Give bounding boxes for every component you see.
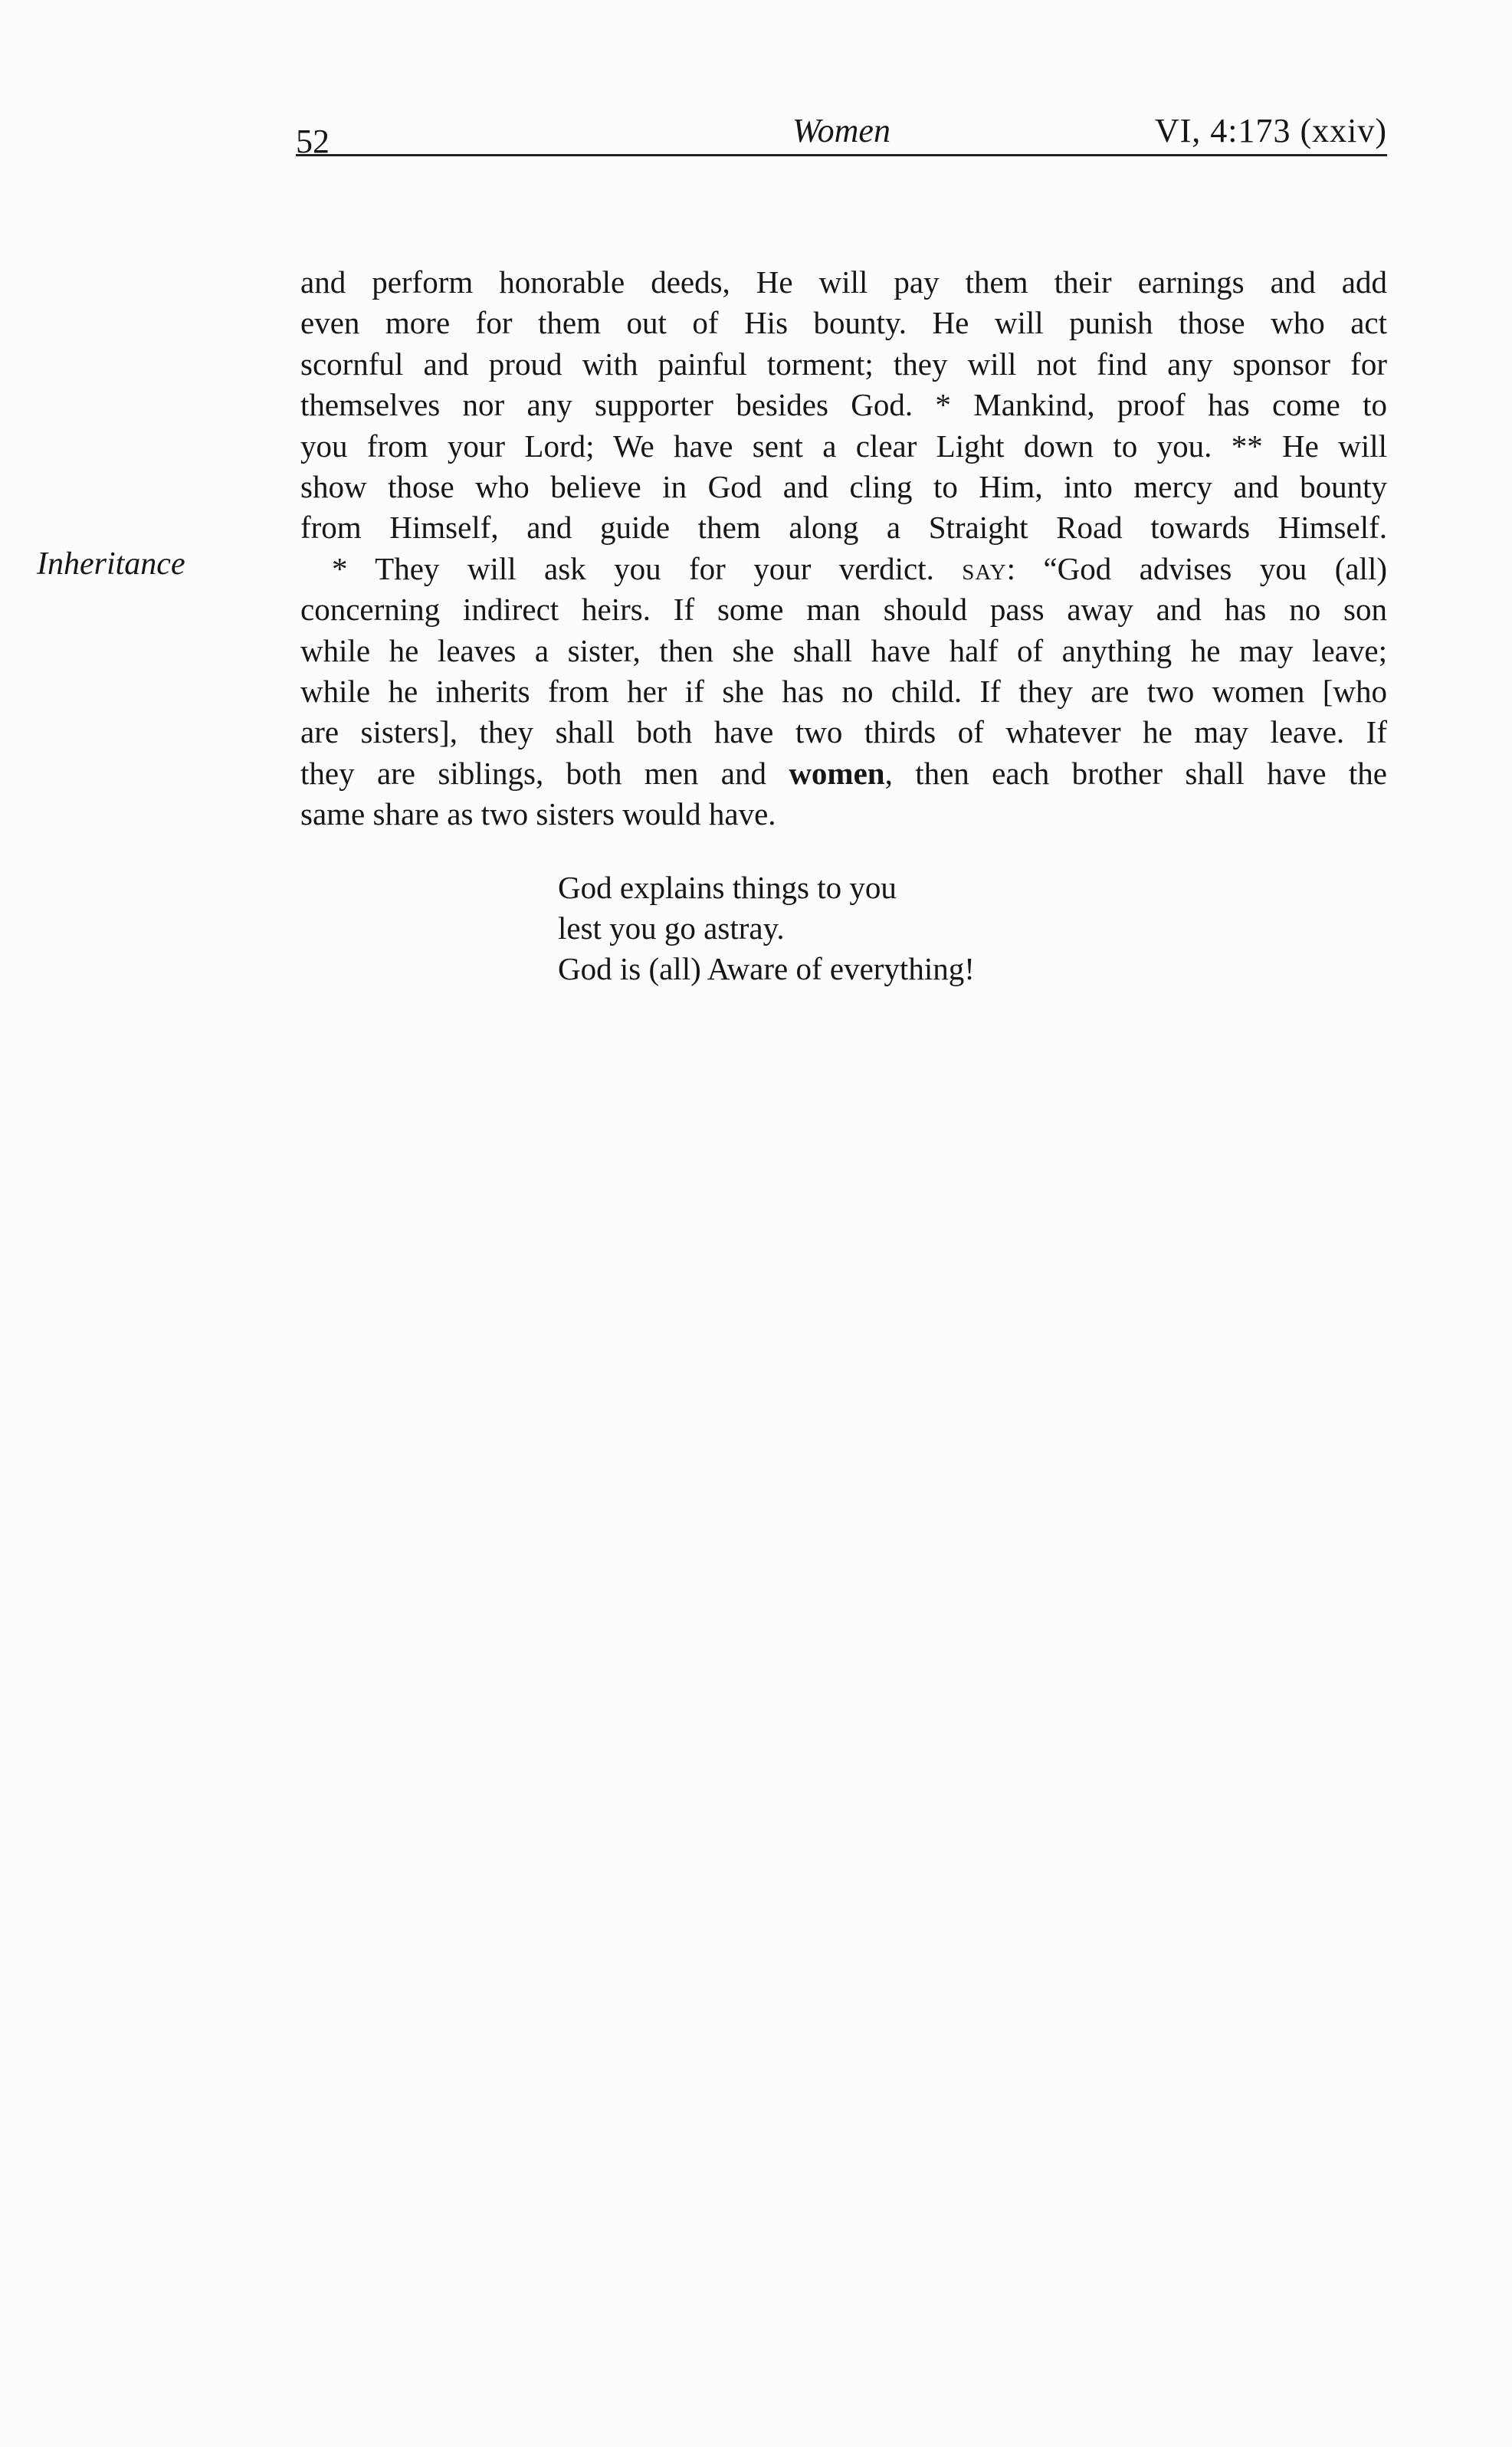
text-line: you from your Lord; We have sent a clear Light down to you. ** He will — [300, 428, 1387, 464]
text-line: and perform honorable deeds, He will pay them their earnings and add — [300, 264, 1387, 300]
text-line: concerning indirect heirs. If some man should pass away and has no son — [300, 592, 1387, 628]
chapter-verse-reference: VI, 4:173 (xxiv) — [1154, 112, 1387, 149]
text-line: while he inherits from her if she has no child. If they are two women [who — [300, 673, 1387, 709]
text-fragment: , then each brother shall have the — [884, 755, 1388, 791]
text-fragment: : “God advises you (all) — [1006, 550, 1387, 586]
text-line: show those who believe in God and cling to Him, into mercy and bounty — [300, 468, 1387, 504]
text-line: same share as two sisters would have. — [300, 796, 776, 832]
running-title: Women — [792, 112, 890, 149]
verse-line: lest you go astray. — [558, 910, 785, 946]
page-number: 52 — [296, 123, 330, 160]
text-line: even more for them out of His bounty. He will punish those who act — [300, 305, 1387, 341]
margin-note: Inheritance — [37, 546, 185, 582]
verse-line: God explains things to you — [558, 870, 897, 905]
verse-line: God is (all) Aware of everything! — [558, 951, 975, 986]
text-line: themselves nor any supporter besides God. * Mankind, proof has come to — [300, 387, 1387, 423]
say-small-caps: SAY — [962, 559, 1007, 585]
bold-women: women — [789, 755, 885, 791]
header-rule — [296, 154, 1387, 156]
text-line-siblings — [300, 753, 1387, 794]
text-fragment: they are siblings, both men and — [300, 755, 789, 791]
closing-verse — [558, 868, 975, 989]
text-line: while he leaves a sister, then she shall have half of anything he may leave; — [300, 632, 1387, 668]
text-line-verdict — [300, 549, 1387, 589]
text-line: from Himself, and guide them along a Straight Road towards Himself. — [300, 510, 1387, 546]
text-fragment: * They will ask you for your verdict. — [332, 550, 963, 586]
text-line: scornful and proud with painful torment; they will not find any sponsor for — [300, 346, 1387, 382]
page-header — [296, 107, 1387, 160]
body-text — [300, 262, 1387, 835]
text-line: are sisters], they shall both have two thirds of whatever he may leave. If — [300, 714, 1387, 750]
